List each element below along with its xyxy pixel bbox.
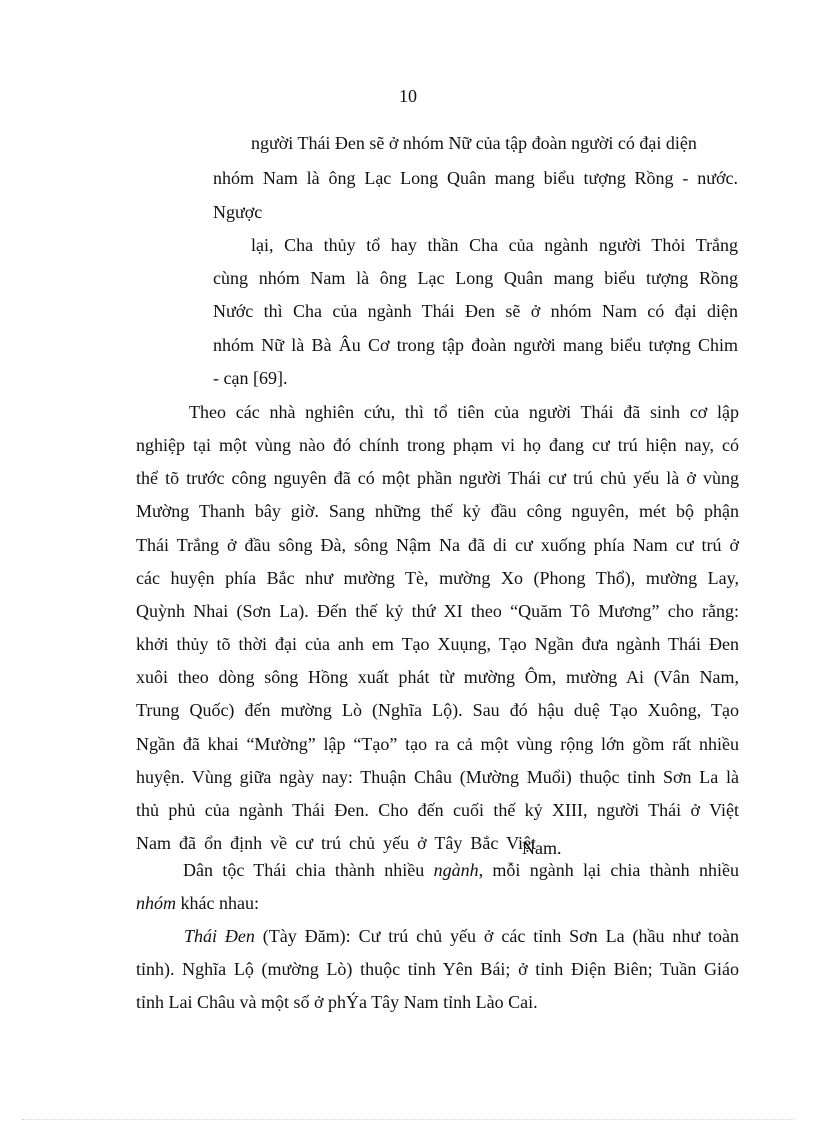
paragraph-two-line — [183, 858, 739, 882]
body-line: huyện. Vùng giữa ngày nay: Thuận Châu (Mường Muổi) thuộc tỉnh Sơn La là — [136, 767, 739, 787]
body-line: Mường Thanh bây giờ. Sang những thế kỷ đầu công nguyên, mét bộ phận — [136, 501, 739, 521]
term-thai-den: Thái Đen — [184, 926, 255, 946]
body-line: Quỳnh Nhai (Sơn La). Đến thế kỷ thứ XI theo “Quăm Tô Mương” cho rằng: — [136, 601, 739, 621]
paragraph-three-text: (Tày Đăm): Cư trú chủ yếu ở các tỉnh Sơn La (hầu như toàn — [254, 926, 739, 946]
paragraph-two-text: Dân tộc Thái chia thành nhiều — [183, 860, 434, 880]
quote-line: Ngược — [213, 202, 263, 222]
quote-line: lại, Cha thủy tổ hay thần Cha của ngành người Thỏi Trắng — [251, 235, 738, 255]
body-line: Nam đã ổn định về cư trú chủ yếu ở Tây Bắc Việt — [136, 833, 536, 853]
body-line: Ngần đã khai “Mường” lập “Tạo” tạo ra cả một vùng rộng lớn gồm rất nhiều — [136, 734, 739, 754]
paragraph-three-line — [184, 924, 739, 948]
body-line: khởi thủy tõ thời đại của anh em Tạo Xuụng, Tạo Ngần đưa ngành Thái Đen — [136, 634, 739, 654]
body-line: thủ phủ của ngành Thái Đen. Cho đến cuối thế kỷ XIII, người Thái ở Việt — [136, 800, 739, 820]
body-line: nghiệp tại một vùng nào đó chính trong phạm vi họ đang cư trú hiện nay, có — [136, 435, 739, 455]
quote-line: nhóm Nữ là Bà Âu Cơ trong tập đoàn người mang biểu tượng Chim — [213, 335, 738, 355]
footer-rule — [22, 1119, 794, 1120]
body-line: thể tõ trước công nguyên đã có một phần người Thái cư trú chủ yếu là ở vùng — [136, 468, 739, 488]
quote-line: Nước thì Cha của ngành Thái Đen sẽ ở nhóm Nam có đại diện — [213, 301, 738, 321]
body-line-tail: Nam. — [522, 838, 562, 858]
paragraph-three-line: tỉnh). Nghĩa Lộ (mường Lò) thuộc tỉnh Yên Bái; ở tỉnh Điện Biên; Tuần Giáo — [136, 959, 739, 979]
body-line: Thái Trắng ở đầu sông Đà, sông Nậm Na đã di cư xuống phía Nam cư trú ở — [136, 535, 739, 555]
paragraph-two-text: , mỗi ngành lại chia thành nhiều — [478, 860, 739, 880]
paragraph-two-line — [136, 891, 259, 915]
body-line: Theo các nhà nghiên cứu, thì tổ tiên của người Thái đã sinh cơ lập — [189, 402, 739, 422]
term-nhom: nhóm — [136, 893, 176, 913]
body-line: Trung Quốc) đến mường Lò (Nghĩa Lộ). Sau đó hậu duệ Tạo Xuông, Tạo — [136, 700, 739, 720]
page-number: 10 — [399, 86, 417, 106]
body-line: xuôi theo dòng sông Hồng xuất phát từ mường Ôm, mường Ai (Vân Nam, — [136, 667, 739, 687]
quote-line: - cạn [69]. — [213, 368, 288, 388]
quote-line: nhóm Nam là ông Lạc Long Quân mang biểu tượng Rồng - nước. — [213, 168, 738, 188]
term-nganh: ngành — [433, 860, 479, 880]
paragraph-two-text: khác nhau: — [176, 893, 259, 913]
quote-line: cùng nhóm Nam là ông Lạc Long Quân mang biểu tượng Rồng — [213, 268, 738, 288]
paragraph-three-line: tỉnh Lai Châu và một số ở phÝa Tây Nam tỉnh Lào Cai. — [136, 992, 538, 1012]
quote-line: người Thái Đen sẽ ở nhóm Nữ của tập đoàn người có đại diện — [251, 133, 697, 153]
body-line: các huyện phía Bắc như mường Tè, mường Xo (Phong Thổ), mường Lay, — [136, 568, 739, 588]
